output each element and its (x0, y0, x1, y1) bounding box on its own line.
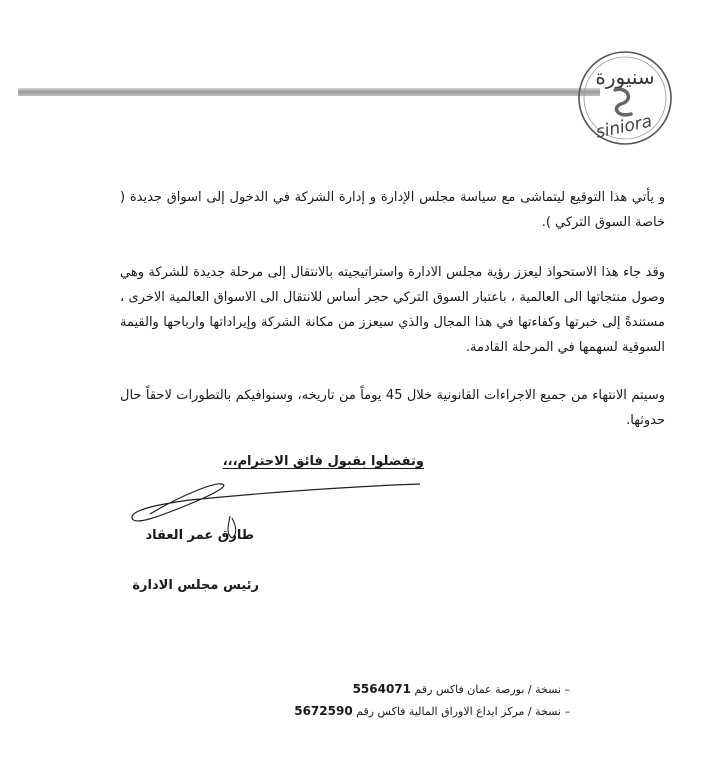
copy-label: نسخة / بورصة عمان فاكس رقم (414, 683, 561, 696)
logo-swirl-icon (615, 89, 631, 115)
paragraph-text: وقد جاء هذا الاستحواذ ليعزز رؤية مجلس الادارة واستراتيجيته بالانتقال إلى مرحلة جديدة للشركة وهي وصول منتجاتها الى العالمية ، باعتبار السوق التركي حجر أساس للانتقال الى الاسواق العالمية الاخرى ، مستندةً إلى خبرتها وكفاءتها في هذا المجال والذي سيعزز من مكانة الشركة وإيراداتها وارباحها والقيمة السوقية لسهمها في المرحلة القادمة. (120, 265, 665, 355)
header-divider-bar (18, 88, 600, 96)
signatory-name: طارق عمر العقاد (145, 528, 254, 543)
letter-paragraph-2 (120, 260, 665, 360)
copy-dash: – (564, 705, 570, 718)
letter-paragraph-1 (120, 185, 665, 235)
fax-number: 5672590 (294, 704, 353, 718)
paragraph-text: و يأتي هذا التوقيع ليتماشى مع سياسة مجلس الإدارة و إدارة الشركة في الدخول إلى اسواق جديدة ( خاصة السوق التركي ). (120, 190, 665, 230)
siniora-logo (575, 48, 675, 148)
logo-latin-text: siniora (594, 111, 654, 143)
copy-line (294, 704, 570, 718)
signatory-title: رئيس مجلس الادارة (132, 578, 259, 593)
logo-arabic-text: سنيورة (595, 65, 655, 89)
paragraph-text: وسيتم الانتهاء من جميع الاجراءات القانونية خلال 45 يوماً من تاريخه، وسنوافيكم بالتطورات لاحقاً حال حدوثها. (120, 388, 665, 428)
copy-line (353, 682, 570, 696)
fax-number: 5564071 (352, 682, 412, 696)
copy-dash: – (564, 683, 570, 696)
closing-salutation: وتفضلوا بقبول فائق الاحترام،،، (222, 454, 424, 469)
copy-label: نسخة / مركز ايداع الاوراق المالية فاكس رقم (356, 705, 561, 718)
letter-paragraph-3 (120, 383, 665, 433)
